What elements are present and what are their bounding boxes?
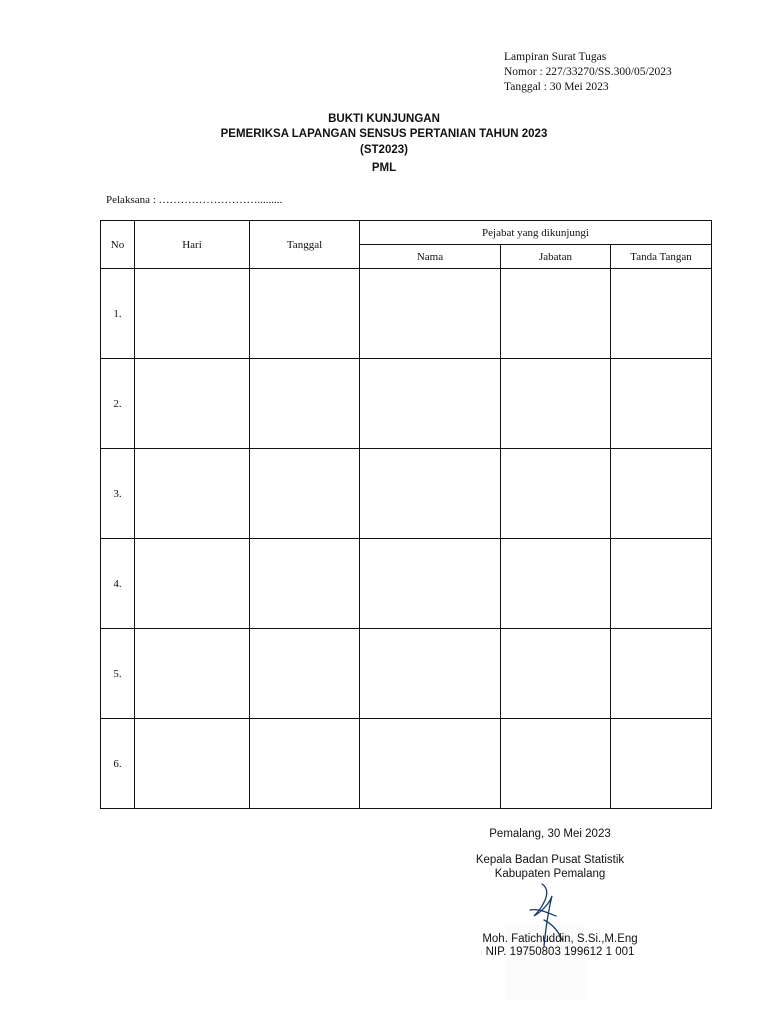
row-number: 4. <box>101 539 135 629</box>
cell-date <box>250 269 360 359</box>
cell-day <box>135 449 250 539</box>
row-number: 1. <box>101 269 135 359</box>
row-number: 3. <box>101 449 135 539</box>
cell-name <box>360 719 501 809</box>
column-header-day: Hari <box>135 221 250 269</box>
cell-date <box>250 629 360 719</box>
cell-signature <box>611 629 712 719</box>
cell-position <box>501 539 611 629</box>
cell-day <box>135 269 250 359</box>
cell-signature <box>611 359 712 449</box>
cell-day <box>135 629 250 719</box>
cell-name <box>360 629 501 719</box>
cell-position <box>501 719 611 809</box>
table-row <box>101 539 712 629</box>
table-row <box>101 269 712 359</box>
cell-signature <box>611 719 712 809</box>
cell-date <box>250 539 360 629</box>
cell-name <box>360 539 501 629</box>
signature-position-line2: Kabupaten Pemalang <box>494 868 606 880</box>
signature-position-line1: Kepala Badan Pusat Statistik <box>475 854 625 866</box>
column-header-date: Tanggal <box>250 221 360 269</box>
column-header-no: No <box>101 221 135 269</box>
document-title: BUKTI KUNJUNGAN <box>328 113 440 125</box>
cell-signature <box>611 269 712 359</box>
cell-day <box>135 539 250 629</box>
cell-date <box>250 359 360 449</box>
table-row <box>101 449 712 539</box>
column-header-position: Jabatan <box>501 245 611 269</box>
cell-date <box>250 719 360 809</box>
cell-name <box>360 359 501 449</box>
signatory-nip: NIP. 19750803 199612 1 001 <box>485 946 635 958</box>
attachment-number: Nomor : 227/33270/SS.300/05/2023 <box>504 66 672 78</box>
cell-position <box>501 449 611 539</box>
document-code: (ST2023) <box>360 144 408 156</box>
attachment-date: Tanggal : 30 Mei 2023 <box>504 81 609 93</box>
attachment-header <box>504 50 672 95</box>
column-header-signature: Tanda Tangan <box>611 245 712 269</box>
signatory-name: Moh. Fatichuddin, S.Si.,M.Eng <box>482 933 638 945</box>
cell-position <box>501 269 611 359</box>
document-role: PML <box>371 162 397 174</box>
column-group-official: Pejabat yang dikunjungi <box>360 221 712 245</box>
cell-signature <box>611 449 712 539</box>
row-number: 2. <box>101 359 135 449</box>
document-subtitle: PEMERIKSA LAPANGAN SENSUS PERTANIAN TAHUN 2023 <box>220 128 548 140</box>
cell-day <box>135 719 250 809</box>
row-number: 6. <box>101 719 135 809</box>
cell-position <box>501 629 611 719</box>
cell-name <box>360 269 501 359</box>
column-header-name: Nama <box>360 245 501 269</box>
visit-table <box>100 220 712 809</box>
cell-signature <box>611 539 712 629</box>
cell-position <box>501 359 611 449</box>
table-row <box>101 719 712 809</box>
table-row <box>101 629 712 719</box>
table-row <box>101 359 712 449</box>
cell-name <box>360 449 501 539</box>
attachment-title: Lampiran Surat Tugas <box>504 51 607 63</box>
cell-day <box>135 359 250 449</box>
cell-date <box>250 449 360 539</box>
row-number: 5. <box>101 629 135 719</box>
signature-place-date: Pemalang, 30 Mei 2023 <box>489 828 611 840</box>
executor-field: Pelaksana : ………………………......... <box>106 194 283 206</box>
